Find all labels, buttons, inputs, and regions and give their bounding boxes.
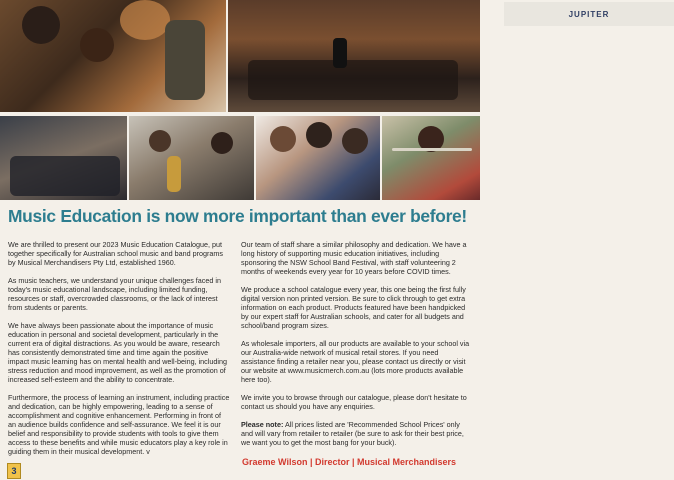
right-column [241,240,472,456]
photo-saxophone-players [129,116,254,200]
paragraph: As wholesale importers, all our products are available to your school via our Australia-wide network of musical retail stores. If you need assistance finding a retailer near you, please contact us directly or visit our website at www.musicmerch.com.au (lots more products available here too). [241,339,470,384]
photo-collage [0,0,610,200]
photo-flute-player [382,116,480,200]
paragraph: Our team of staff share a similar philosophy and dedication. We have a long history of supporting music education initiatives, including sponsoring the NSW School Band Festival, with staff volunteering 2 months of weekends every year for 10 years before COVID times. [241,240,467,276]
paragraph: As music teachers, we understand your unique challenges faced in today's music educational landscape, including limited funding, resources or staff, overcrowded classrooms, or the lack of interest from students or parents. [8,276,221,312]
price-note-label: Please note: [241,420,284,429]
photo-orchestra-stage [228,0,610,112]
paragraph: We have always been passionate about the importance of music education in personal and societal development, particularly in the current era of digital distractions. As you would be aware, research has consistently demonstrated time and time again the positive impact music learning has on mental health and well-being, including stress reduction and mood improvement, as well as the promotion of increased self-esteem and the ability to concentrate. [8,321,227,384]
photo-audience [0,116,127,200]
page-number: 3 [7,463,21,479]
paragraph: We produce a school catalogue every year, this one being the first fully digital version non printed version. Be sure to click through to get extra information on each product. Products featured have been handpicked by our expert staff for Australian schools, and cater for all budgets and school/band program sizes. [241,285,466,330]
price-note [241,420,472,447]
photo-choir-students [256,116,380,200]
paragraph: We are thrilled to present our 2023 Music Education Catalogue, put together specifically for Australian school music and band programs by Musical Merchandisers Pty Ltd, established 1960. [8,240,223,267]
price-note-text: All prices listed are 'Recommended School Prices' only and will vary from retailer to retailer (be sure to ask for their best price, we want you to get the most bang for your buck). [241,420,464,447]
left-column [8,240,230,465]
paragraph: Furthermore, the process of learning an instrument, including practice and dedication, can be highly empowering, leading to a sense of accomplishment and cognitive enhancement. Performing in front of an audience builds confidence and self-assurance. We feel it is our belief and responsibility to provide students with tools to give them access to these benefits and while music educators play a key role in guiding them in their musical development. v [8,393,230,456]
page-headline: Music Education is now more important than ever before! [8,206,467,226]
photo-guitar-store [0,0,226,112]
paragraph: We invite you to browse through our catalogue, please don't hesitate to contact us should you have any enquiries. [241,393,467,411]
stage-banner: JUPITER [504,2,674,26]
signature: Graeme Wilson | Director | Musical Merchandisers [242,457,457,467]
